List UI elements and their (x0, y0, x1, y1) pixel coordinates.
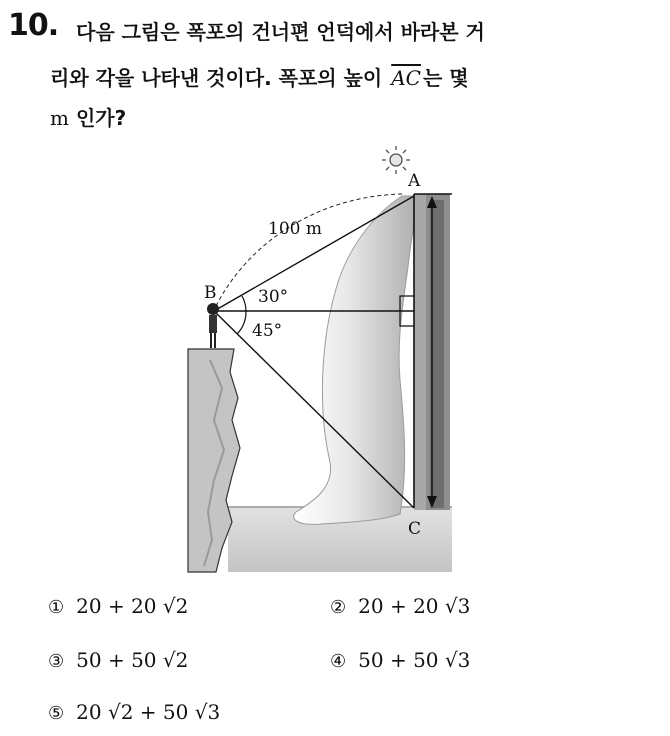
question-text-segment: 리와 각을 나타낸 것이다. 폭포의 높이 (50, 66, 383, 90)
choice-number: ⑤ (48, 703, 65, 724)
choice-number: ② (330, 597, 347, 618)
right-wall-highlight (414, 194, 426, 510)
label-distance: 100 m (268, 219, 322, 239)
choice-number: ③ (48, 651, 65, 672)
choice-3[interactable] (48, 648, 188, 672)
question-text-line-1: 다음 그림은 폭포의 건너편 언덕에서 바라본 거 (76, 20, 485, 44)
choice-text: 20 + 20 √2 (76, 594, 189, 618)
label-a: A (408, 171, 421, 191)
choice-number: ④ (330, 651, 347, 672)
choice-text: 50 + 50 √3 (358, 648, 471, 672)
unit-meter: m (50, 106, 69, 130)
choice-4[interactable] (330, 648, 470, 672)
choice-text: 50 + 50 √2 (76, 648, 189, 672)
label-angle-30: 30° (258, 287, 289, 307)
question-text-segment: 인가? (75, 106, 127, 130)
segment-ac-symbol: $\overline{AC}$ (391, 66, 421, 90)
question-text-segment: 는 몇 (422, 66, 469, 90)
choice-text: 20 √2 + 50 √3 (76, 700, 221, 724)
label-c: C (408, 519, 422, 539)
label-angle-45: 45° (252, 321, 283, 341)
choice-number: ① (48, 597, 65, 618)
choice-5[interactable] (48, 700, 220, 724)
choice-1[interactable] (48, 594, 188, 618)
choice-2[interactable] (330, 594, 470, 618)
question-number: 10. (8, 8, 59, 43)
choice-text: 20 + 20 √3 (358, 594, 471, 618)
label-b: B (204, 283, 217, 303)
